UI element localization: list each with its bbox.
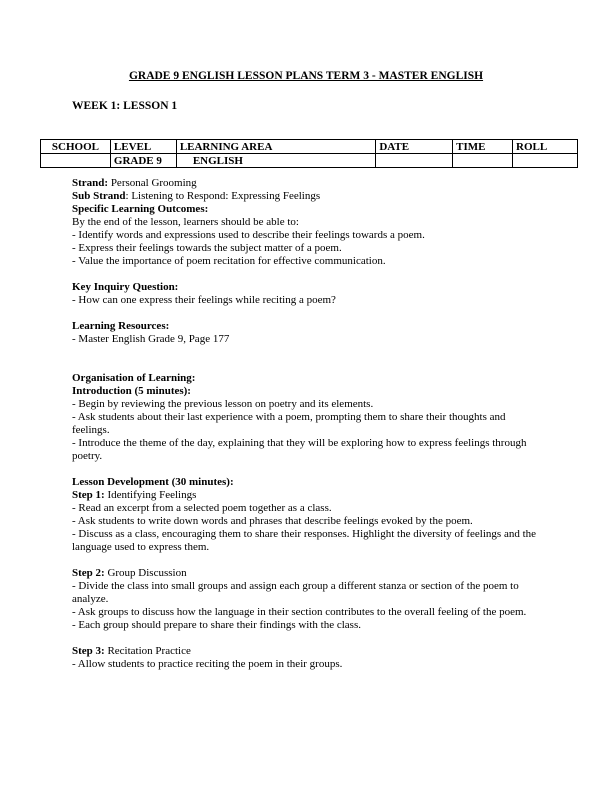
outcomes-heading: Specific Learning Outcomes: [72, 203, 209, 215]
sub-strand-label: Sub Strand [72, 190, 126, 202]
cell-time [453, 154, 513, 168]
sub-strand-line [72, 190, 542, 203]
cell-level: GRADE 9 [110, 154, 176, 168]
header-learning-area: LEARNING AREA [176, 140, 376, 154]
header-time: TIME [453, 140, 513, 154]
list-item: - Begin by reviewing the previous lesson on poetry and its elements. [72, 398, 374, 410]
step-label: Step 1: [72, 489, 105, 501]
inquiry-heading: Key Inquiry Question: [72, 281, 179, 293]
list-item: - Divide the class into small groups and assign each group a different stanza or section of the poem to analyze. [72, 580, 519, 605]
outcomes-intro: By the end of the lesson, learners should be able to: [72, 216, 299, 228]
introduction-heading: Introduction (5 minutes): [72, 385, 191, 397]
step-title: Group Discussion [104, 567, 187, 579]
lesson-content [72, 177, 542, 671]
step-label: Step 2: [72, 567, 105, 579]
step-title: Identifying Feelings [104, 489, 197, 501]
list-item: - Master English Grade 9, Page 177 [72, 333, 230, 345]
step-3-heading [72, 645, 542, 658]
list-item: - Ask students about their last experience with a poem, prompting them to share their thoughts and feelings. [72, 411, 506, 436]
lesson-info-table [40, 139, 578, 168]
table-header-row [41, 140, 578, 154]
cell-date [376, 154, 453, 168]
development-heading: Lesson Development (30 minutes): [72, 476, 234, 488]
list-item: - Value the importance of poem recitation for effective communication. [72, 255, 386, 267]
list-item: - Each group should prepare to share their findings with the class. [72, 619, 361, 631]
header-roll: ROLL [513, 140, 578, 154]
strand-line [72, 177, 542, 190]
step-2-heading [72, 567, 542, 580]
list-item: - Discuss as a class, encouraging them to share their responses. Highlight the diversity of feelings and the language used to express them. [72, 528, 537, 553]
list-item: - How can one express their feelings while reciting a poem? [72, 294, 336, 306]
list-item: - Introduce the theme of the day, explaining that they will be exploring how to express feelings through poetry. [72, 437, 527, 462]
organisation-heading: Organisation of Learning: [72, 372, 196, 384]
header-level: LEVEL [110, 140, 176, 154]
cell-roll [513, 154, 578, 168]
list-item: - Express their feelings towards the subject matter of a poem. [72, 242, 342, 254]
cell-learning-area: ENGLISH [176, 154, 376, 168]
document-title: GRADE 9 ENGLISH LESSON PLANS TERM 3 - MASTER ENGLISH [128, 70, 484, 82]
list-item: - Ask students to write down words and phrases that describe feelings evoked by the poem. [72, 515, 473, 527]
strand-label: Strand: [72, 177, 109, 189]
list-item: - Identify words and expressions used to describe their feelings towards a poem. [72, 229, 425, 241]
header-date: DATE [376, 140, 453, 154]
list-item: - Allow students to practice reciting the poem in their groups. [72, 658, 343, 670]
sub-strand-value: : Listening to Respond: Expressing Feelings [125, 190, 321, 202]
resources-heading: Learning Resources: [72, 320, 170, 332]
list-item: - Read an excerpt from a selected poem together as a class. [72, 502, 332, 514]
strand-value: Personal Grooming [108, 177, 197, 189]
cell-school [41, 154, 111, 168]
step-title: Recitation Practice [104, 645, 191, 657]
table-row [41, 154, 578, 168]
step-1-heading [72, 489, 542, 502]
week-heading: WEEK 1: LESSON 1 [72, 100, 178, 112]
list-item: - Ask groups to discuss how the language in their section contributes to the overall feeling of the poem. [72, 606, 527, 618]
header-school: SCHOOL [41, 140, 111, 154]
step-label: Step 3: [72, 645, 105, 657]
